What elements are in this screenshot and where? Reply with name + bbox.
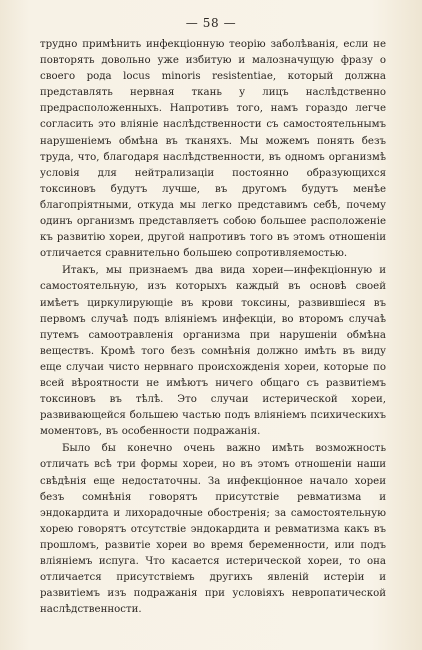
- page-number: — 58 —: [185, 16, 237, 30]
- body-text: [40, 37, 386, 619]
- paragraph-differentiation: Было бы конечно очень важно имѣть возможность отличать всѣ три формы хореи, но въ этомъ отношеніи наши свѣдѣнія еще недостаточны. За инфекціонное начало хореи безъ сомнѣнія говорятъ присутствіе ревматизма и эндокардита и лихорадочные обостренія; за самостоятельную хорею говорятъ отсутствіе эндокардита и ревматизма какъ въ прошломъ, развитіе хореи во время беременности, или подъ вліяніемъ испуга. Что касается истерической хореи, то она отличается присутствіемъ другихъ явленій истеріи и развитіемъ изъ подражанія при условіяхъ невропатической наслѣдственности.: [40, 443, 386, 616]
- paragraph-continuation: трудно примѣнить инфекціонную теорію заболѣванія, если не повторять довольно уже избитую и малозначущую фразу о своего рода locus minoris resistentiae, который должна представлять нервная ткань у лицъ наслѣдственно предрасположенныхъ. Напротивъ того, намъ гораздо легче согласить это вліяніе наслѣдственности съ самостоятельнымъ нарушеніемъ обмѣна въ тканяхъ. Мы можемъ понять безъ труда, что, благодаря наслѣдственности, въ одномъ организмѣ условія для нейтрализаціи постоянно образующихся токсиновъ будутъ лучше, въ другомъ будутъ менѣе благопріятными, откуда мы легко представимъ себѣ, почему одинъ организмъ представляетъ собою большее расположеніе къ развитію хореи, другой напротивъ того въ этомъ отношеніи отличается сравнительно большею сопротивляемостью.: [40, 39, 386, 260]
- paragraph-chorea-types: Итакъ, мы признаемъ два вида хореи—инфекціонную и самостоятельную, изъ которыхъ каждый въ основѣ своей имѣетъ циркулирующіе въ крови токсины, развившіеся въ первомъ случаѣ подъ вліяніемъ инфекціи, во второмъ случаѣ путемъ самоотравленія организма при нарушеніи обмѣна веществъ. Кромѣ того безъ сомнѣнія должно имѣть въ виду еще случаи чисто нервнаго происхожденія хореи, которые по всей вѣроятности не имѣютъ ничего общаго съ развитіемъ токсиновъ въ тѣлѣ. Это случаи истерической хореи, развивающейся большею частью подъ вліяніемъ психическихъ моментовъ, въ особенности подражанія.: [40, 265, 386, 438]
